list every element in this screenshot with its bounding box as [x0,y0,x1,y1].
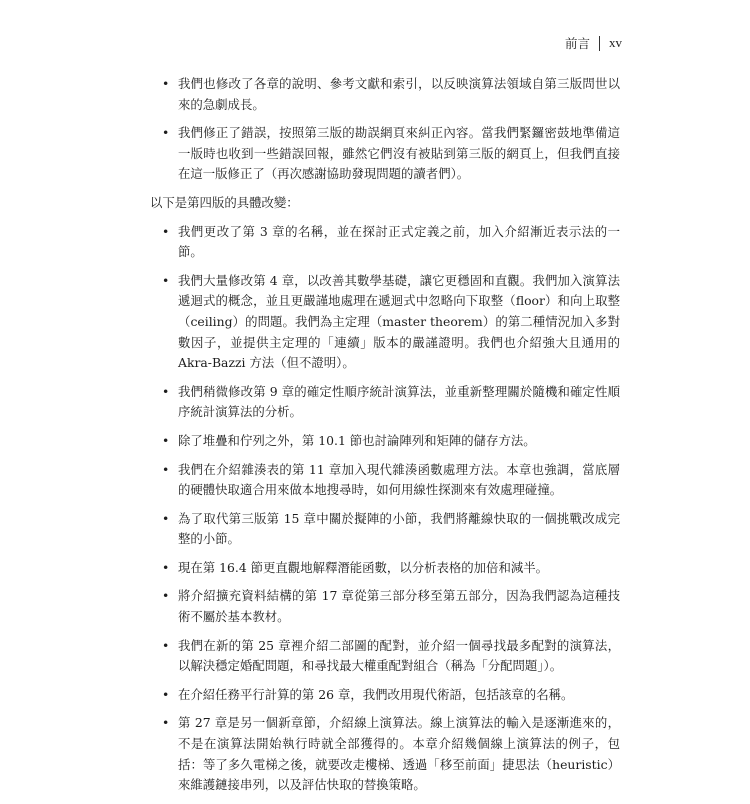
list-item: • 我們更改了第 3 章的名稱，並在探討正式定義之前，加入介紹漸近表示法的一節。 [150,222,620,263]
page-number: xv [609,35,622,50]
page-header [565,34,622,52]
list-item: • 我們在介紹雜湊表的第 11 章加入現代雜湊函數處理方法。本章也強調，當底層的硬體快取適合用來做本地搜尋時，如何用線性探測來有效處理碰撞。 [150,460,620,501]
changes-bullet-list [150,222,620,796]
header-divider [599,36,600,51]
list-item: • 我們大量修改第 4 章，以改善其數學基礎，讓它更穩固和直觀。我們加入演算法遞迴式的概念，並且更嚴謹地處理在遞迴式中忽略向下取整（floor）和向上取整（ceiling）的問題。我們為主定理（master theorem）的第二種情況加入多對數因子，並提供主定理的「連續」版本的嚴謹證明。我們也介紹強大且通用的 Akra-Bazzi 方法（但不證明）。 [150,271,620,374]
running-header-section: 前言 [564,36,590,51]
list-item: • 在介紹任務平行計算的第 26 章，我們改用現代術語，包括該章的名稱。 [150,685,620,706]
list-item: • 我們修正了錯誤，按照第三版的勘誤網頁來糾正內容。當我們緊鑼密鼓地準備這一版時也收到一些錯誤回報，雖然它們沒有被貼到第三版的網頁上，但我們直接在這一版修正了（再次感謝協助發現問題的讀者們）。 [150,123,620,185]
list-item: • 為了取代第三版第 15 章中關於擬陣的小節，我們將離線快取的一個挑戰改成完整的小節。 [150,509,620,550]
intro-bullet-list [150,74,620,185]
lead-paragraph: 以下是第四版的具體改變： [150,194,299,210]
list-item: • 除了堆疊和佇列之外，第 10.1 節也討論陣列和矩陣的儲存方法。 [150,431,620,452]
list-item: • 第 27 章是另一個新章節，介紹線上演算法。線上演算法的輸入是逐漸進來的，不是在演算法開始執行時就全部獲得的。本章介紹幾個線上演算法的例子，包括：等了多久電梯之後，就要改走樓梯、透過「移至前面」捷思法（heuristic）來維護鏈接串列，以及評估快取的替換策略。 [150,713,620,795]
list-item: • 現在第 16.4 節更直觀地解釋潛能函數，以分析表格的加倍和減半。 [150,558,620,579]
list-item: • 將介紹擴充資料結構的第 17 章從第三部分移至第五部分，因為我們認為這種技術不屬於基本教材。 [150,586,620,627]
list-item: • 我們在新的第 25 章裡介紹二部圖的配對，並介紹一個尋找最多配對的演算法，以解決穩定婚配問題，和尋找最大權重配對組合（稱為「分配問題」）。 [150,636,620,677]
page-body [150,74,620,804]
list-item: • 我們也修改了各章的說明、參考文獻和索引，以反映演算法領域自第三版問世以來的急劇成長。 [150,74,620,115]
list-item: • 我們稍微修改第 9 章的確定性順序統計演算法，並重新整理關於隨機和確定性順序統計演算法的分析。 [150,382,620,423]
